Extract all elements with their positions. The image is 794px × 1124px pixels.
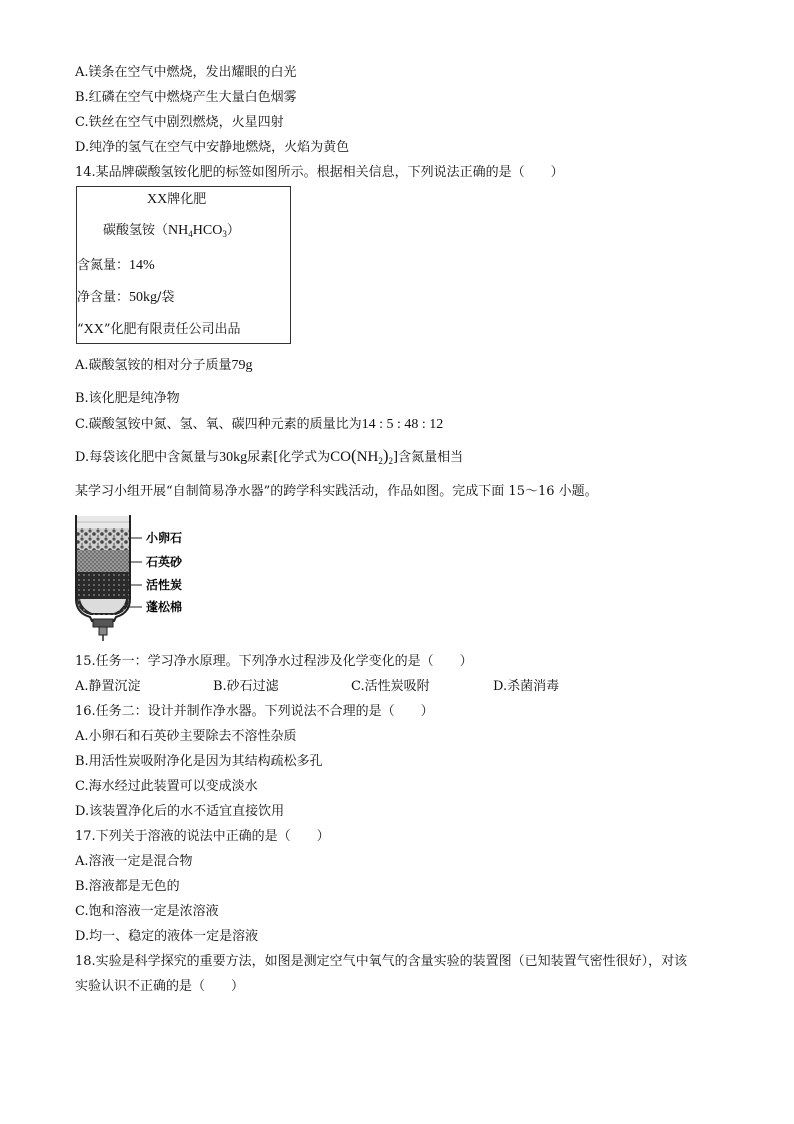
q15-16-intro: 某学习小组开展“自制简易净水器”的跨学科实践活动，作品如图。完成下面 15～16 小题。 [75,484,598,499]
q15-option-c: C.活性炭吸附 [351,679,430,694]
q14-option-d: D.每袋该化肥中含氮量与30kg尿素[化学式为$CO(NH_2)_2$]含氮量相当 [75,446,464,466]
q13-option-c: C.铁丝在空气中剧烈燃烧，火星四射 [75,115,284,130]
water-filter-figure [72,513,220,643]
q13-option-a: A.镁条在空气中燃烧，发出耀眼的白光 [75,65,297,80]
water-filter-diagram [72,513,220,643]
q16-option-d: D.该装置净化后的水不适宜直接饮用 [75,804,285,819]
q18-stem-line2: 实验认识不正确的是（ ） [75,979,245,994]
q16-option-c: C.海水经过此装置可以变成淡水 [75,779,258,794]
q17-option-d: D.均一、稳定的液体一定是溶液 [75,929,259,944]
q17-stem: 17.下列关于溶液的说法中正确的是（ ） [75,829,330,844]
q18-stem-line1: 18.实验是科学探究的重要方法，如图是测定空气中氧气的含量实验的装置图（已知装置气密性很好），对该 [75,954,688,969]
fertilizer-label-box [76,186,291,344]
q14-stem: 14.某品牌碳酸氢铵化肥的标签如图所示。根据相关信息，下列说法正确的是（ ） [75,165,564,180]
q16-option-b: B.用活性炭吸附净化是因为其结构疏松多孔 [75,754,323,769]
q14-option-c: C.碳酸氢铵中氮、氢、氧、碳四种元素的质量比为14 : 5 : 48 : 12 [75,417,444,432]
q15-stem: 15.任务一：学习净水原理。下列净水过程涉及化学变化的是（ ） [75,654,473,669]
quartz-sand-layer [77,550,129,572]
q15-option-a: A.静置沉淀 [75,679,141,694]
label-pebbles: 小卵石 [146,531,183,545]
q13-option-d: D.纯净的氢气在空气中安静地燃烧，火焰为黄色 [75,140,350,155]
pebble-layer [77,528,129,550]
label-manufacturer: “XX”化肥有限责任公司出品 [77,322,241,337]
q17-option-a: A.溶液一定是混合物 [75,854,193,869]
bottle-cap [93,619,113,641]
q15-options [75,678,635,696]
label-brand: XX牌化肥 [147,192,207,207]
q13-option-b: B.红磷在空气中燃烧产生大量白色烟雾 [75,90,297,105]
label-quartz-sand: 石英砂 [146,555,183,569]
label-nitrogen-content: 含氮量：14% [77,258,155,273]
q16-option-a: A.小卵石和石英砂主要除去不溶性杂质 [75,729,297,744]
q17-option-b: B.溶液都是无色的 [75,879,180,894]
label-product-name: 碳酸氢铵$(NH_4HCO_3)$ [103,223,240,239]
q14-option-a: A.碳酸氢铵的相对分子质量79g [75,358,253,373]
q16-stem: 16.任务二：设计并制作净水器。下列说法不合理的是（ ） [75,704,434,719]
label-cotton: 蓬松棉 [146,600,183,614]
q14-option-b: B.该化肥是纯净物 [75,391,180,406]
q15-option-d: D.杀菌消毒 [493,679,560,694]
label-activated-carbon: 活性炭 [146,578,183,592]
q15-option-b: B.砂石过滤 [213,679,279,694]
label-net-content: 净含量：50kg/袋 [77,290,175,305]
q17-option-c: C.饱和溶液一定是浓溶液 [75,904,219,919]
